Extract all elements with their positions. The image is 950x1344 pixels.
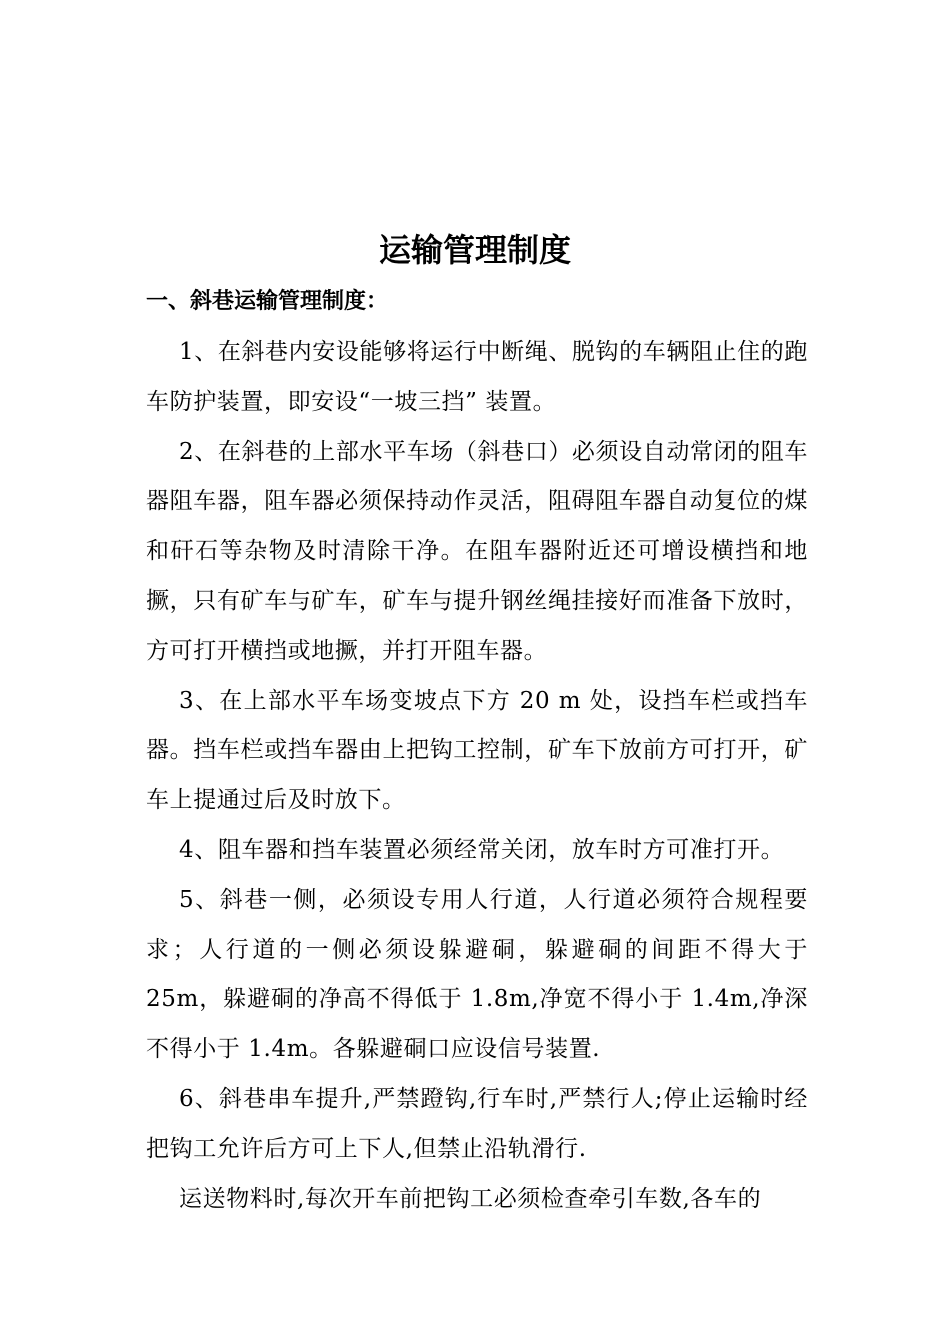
paragraph-2: 2、在斜巷的上部水平车场（斜巷口）必须设自动常闭的阻车器阻车器，阻车器必须保持动作灵活，阻碍阻车器自动复位的煤和矸石等杂物及时清除干净。在阻车器附近还可增设横挡和地撅，只有矿车与矿车，矿车与提升钢丝绳挂接好而准备下放时，方可打开横挡或地撅，并打开阻车器。 (146, 438, 808, 664)
document-body (146, 328, 808, 1224)
paragraph-6: 6、斜巷串车提升,严禁蹬钩,行车时,严禁行人;停止运输时经把钩工允许后方可上下人,但禁止沿轨滑行. (146, 1085, 808, 1162)
paragraph-5: 5、斜巷一侧，必须设专用人行道，人行道必须符合规程要求；人行道的一侧必须设躲避硐，躲避硐的间距不得大于 25m，躲避硐的净高不得低于 1.8m,净宽不得小于 1.4m,净深不得小于 1.4m。各躲避硐口应设信号装置. (146, 886, 808, 1063)
document-title: 运输管理制度 (378, 231, 571, 269)
paragraph-3: 3、在上部水平车场变坡点下方 20 m 处，设挡车栏或挡车器。挡车栏或挡车器由上把钩工控制，矿车下放前方可打开，矿车上提通过后及时放下。 (146, 687, 808, 814)
paragraph-7: 运送物料时,每次开车前把钩工必须检查牵引车数,各车的 (179, 1185, 762, 1212)
paragraph-1: 1、在斜巷内安设能够将运行中断绳、脱钩的车辆阻止住的跑车防护装置，即安设“一坡三挡” 装置。 (146, 339, 808, 415)
paragraph-4: 4、阻车器和挡车装置必须经常关闭，放车时方可准打开。 (179, 836, 785, 863)
section-heading: 一、斜巷运输管理制度： (146, 289, 389, 314)
